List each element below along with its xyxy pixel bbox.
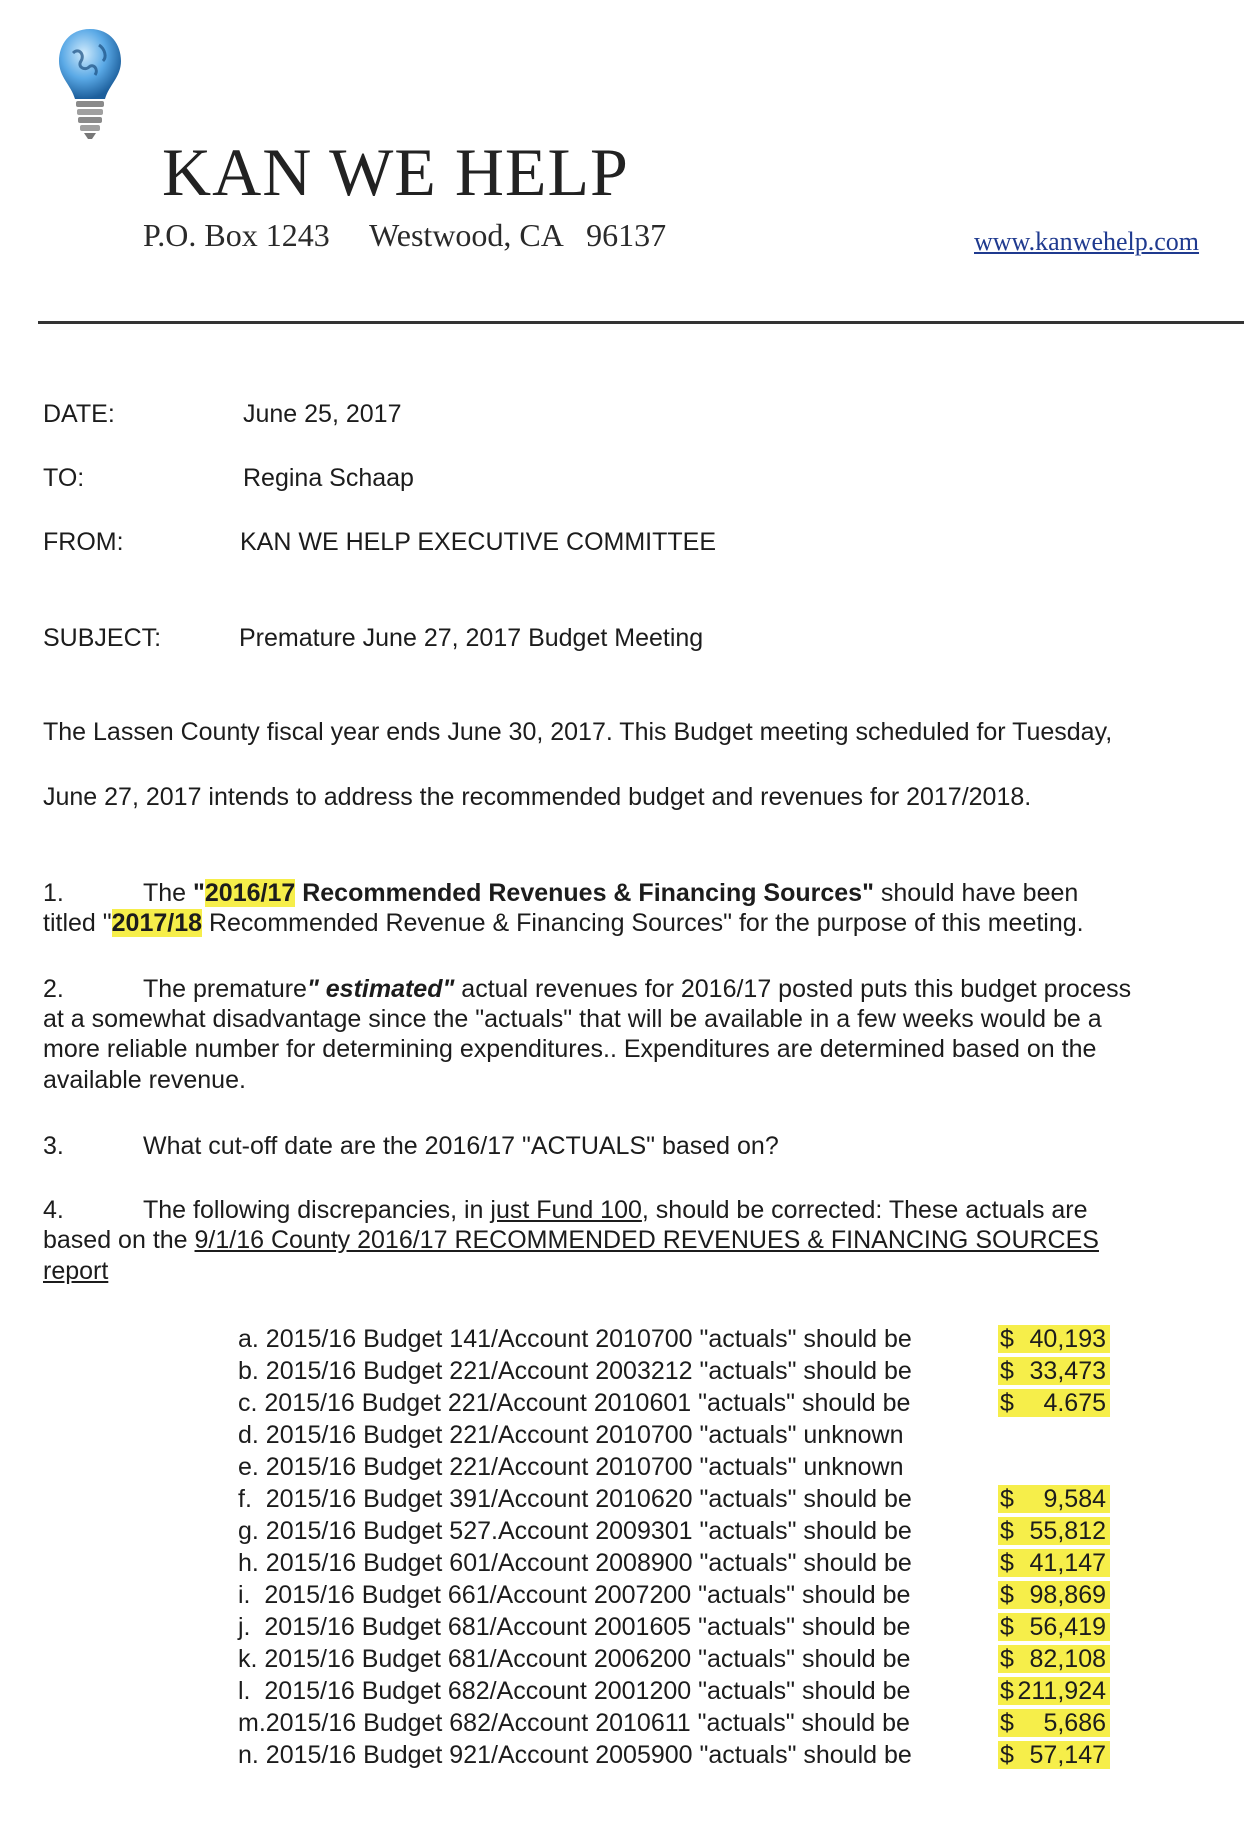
currency-symbol: $ [1000, 1581, 1014, 1609]
discrepancy-amount-highlight [998, 1741, 1110, 1769]
point-2-line-2: at a somewhat disadvantage since the "actuals" that will be available in a few weeks would be a [43, 1005, 1102, 1033]
discrepancy-item [238, 1323, 1138, 1355]
currency-symbol: $ [1000, 1389, 1014, 1417]
discrepancy-amount: 41,147 [1029, 1549, 1106, 1577]
point-4-line-2-pre: based on the [43, 1226, 195, 1254]
discrepancy-amount: 40,193 [1029, 1325, 1106, 1353]
point-4-pre: The following discrepancies, in [143, 1196, 491, 1224]
discrepancy-description: c. 2015/16 Budget 221/Account 2010601 "actuals" should be [238, 1389, 911, 1417]
point-2-number: 2. [43, 975, 64, 1003]
discrepancy-amount: 5,686 [1043, 1709, 1106, 1737]
to-label: TO: [43, 464, 85, 492]
discrepancy-amount-highlight [998, 1581, 1110, 1609]
discrepancy-amount: 56,419 [1029, 1613, 1106, 1641]
discrepancy-amount-highlight [998, 1485, 1110, 1513]
discrepancy-item [238, 1451, 1138, 1483]
point-3-text: What cut-off date are the 2016/17 "ACTUALS" based on? [143, 1132, 779, 1160]
point-1-mid: should have been [873, 879, 1079, 907]
header-divider [38, 321, 1244, 324]
point-4-line-1 [143, 1198, 1088, 1223]
discrepancy-item [238, 1611, 1138, 1643]
discrepancy-amount: 211,924 [1017, 1677, 1106, 1705]
point-2-estimated: " estimated" [306, 975, 455, 1003]
discrepancy-amount-highlight [998, 1677, 1110, 1705]
discrepancy-item [238, 1515, 1138, 1547]
discrepancy-item [238, 1387, 1138, 1419]
discrepancy-description: n. 2015/16 Budget 921/Account 2005900 "actuals" should be [238, 1741, 912, 1769]
discrepancy-description: b. 2015/16 Budget 221/Account 2003212 "actuals" should be [238, 1357, 912, 1385]
point-2-pre: The premature [143, 975, 307, 1003]
point-4-fund: just Fund 100 [490, 1196, 642, 1224]
subject-value: Premature June 27, 2017 Budget Meeting [239, 624, 704, 652]
point-4-report-title: 9/1/16 County 2016/17 RECOMMENDED REVENUES & FINANCING SOURCES [194, 1226, 1099, 1254]
intro-line-1: The Lassen County fiscal year ends June 30, 2017. This Budget meeting scheduled for Tuesday, [43, 718, 1113, 746]
discrepancy-item [238, 1643, 1138, 1675]
discrepancy-description: m.2015/16 Budget 682/Account 2010611 "actuals" should be [238, 1709, 910, 1737]
point-4-line-3: report [43, 1257, 109, 1285]
currency-symbol: $ [1000, 1741, 1014, 1769]
currency-symbol: $ [1000, 1517, 1014, 1545]
discrepancy-description: g. 2015/16 Budget 527.Account 2009301 "actuals" should be [238, 1517, 912, 1545]
discrepancy-item [238, 1739, 1138, 1771]
date-label: DATE: [43, 400, 115, 428]
discrepancy-item [238, 1675, 1138, 1707]
point-4-number: 4. [43, 1196, 64, 1224]
point-1-line-2 [43, 911, 1084, 936]
discrepancy-amount: 55,812 [1029, 1517, 1106, 1545]
discrepancy-amount: 98,869 [1029, 1581, 1106, 1609]
from-label: FROM: [43, 528, 124, 556]
discrepancy-description: f. 2015/16 Budget 391/Account 2010620 "actuals" should be [238, 1485, 912, 1513]
point-1-year-2-highlight: 2017/18 [111, 909, 203, 937]
point-1-line-2-post: Recommended Revenue & Financing Sources" for the purpose of this meeting. [202, 909, 1084, 937]
discrepancy-amount-highlight [998, 1645, 1110, 1673]
website-link[interactable]: www.kanwehelp.com [974, 227, 1200, 256]
discrepancy-description: l. 2015/16 Budget 682/Account 2001200 "actuals" should be [238, 1677, 911, 1705]
discrepancy-amount-highlight [998, 1549, 1110, 1577]
date-value: June 25, 2017 [243, 400, 402, 428]
intro-line-2: June 27, 2017 intends to address the recommended budget and revenues for 2017/2018. [43, 783, 1032, 811]
discrepancy-description: d. 2015/16 Budget 221/Account 2010700 "actuals" unknown [238, 1421, 904, 1449]
organization-address: P.O. Box 1243 Westwood, CA 96137 [143, 217, 667, 253]
globe-lightbulb-icon [55, 25, 125, 145]
point-1-title: Recommended Revenues & Financing Sources" [295, 879, 874, 907]
point-1-line-2-pre: titled " [43, 909, 112, 937]
point-2-post: actual revenues for 2016/17 posted puts this budget process [454, 975, 1132, 1003]
discrepancy-amount-highlight [998, 1613, 1110, 1641]
currency-symbol: $ [1000, 1677, 1014, 1705]
discrepancy-item [238, 1547, 1138, 1579]
point-1-pre: The [143, 879, 194, 907]
discrepancy-item [238, 1707, 1138, 1739]
point-3-number: 3. [43, 1132, 64, 1160]
discrepancy-amount: 9,584 [1043, 1485, 1106, 1513]
discrepancy-amount-highlight [998, 1389, 1110, 1417]
point-1-year-highlight: 2016/17 [204, 879, 296, 907]
currency-symbol: $ [1000, 1709, 1014, 1737]
point-1-quote: " [193, 879, 205, 907]
to-value: Regina Schaap [243, 464, 414, 492]
discrepancy-item [238, 1419, 1138, 1451]
discrepancy-amount: 4.675 [1043, 1389, 1106, 1417]
currency-symbol: $ [1000, 1549, 1014, 1577]
point-2-line-4: available revenue. [43, 1066, 246, 1094]
currency-symbol: $ [1000, 1357, 1014, 1385]
discrepancy-item [238, 1579, 1138, 1611]
point-1-line-1 [143, 881, 1078, 906]
discrepancy-amount: 57,147 [1029, 1741, 1106, 1769]
discrepancy-description: h. 2015/16 Budget 601/Account 2008900 "actuals" should be [238, 1549, 912, 1577]
discrepancy-description: i. 2015/16 Budget 661/Account 2007200 "actuals" should be [238, 1581, 911, 1609]
discrepancy-amount: 33,473 [1029, 1357, 1106, 1385]
currency-symbol: $ [1000, 1613, 1014, 1641]
discrepancy-description: a. 2015/16 Budget 141/Account 2010700 "actuals" should be [238, 1325, 912, 1353]
discrepancy-item [238, 1483, 1138, 1515]
point-2-line-3: more reliable number for determining expenditures.. Expenditures are determined based on the [43, 1035, 1097, 1063]
discrepancy-description: j. 2015/16 Budget 681/Account 2001605 "actuals" should be [238, 1613, 911, 1641]
discrepancy-description: k. 2015/16 Budget 681/Account 2006200 "actuals" should be [238, 1645, 911, 1673]
discrepancy-amount-highlight [998, 1709, 1110, 1737]
discrepancy-item [238, 1355, 1138, 1387]
discrepancy-list [238, 1323, 1138, 1771]
point-4-line-2 [43, 1228, 1099, 1253]
discrepancy-amount-highlight [998, 1517, 1110, 1545]
organization-name: KAN WE HELP [162, 134, 629, 210]
subject-label: SUBJECT: [43, 624, 162, 652]
point-4-post: , should be corrected: These actuals are [641, 1196, 1088, 1224]
discrepancy-amount-highlight [998, 1357, 1110, 1385]
point-2-line-1 [143, 977, 1131, 1002]
discrepancy-amount-highlight [998, 1325, 1110, 1353]
from-value: KAN WE HELP EXECUTIVE COMMITTEE [240, 528, 717, 556]
currency-symbol: $ [1000, 1645, 1014, 1673]
discrepancy-amount: 82,108 [1029, 1645, 1106, 1673]
currency-symbol: $ [1000, 1325, 1014, 1353]
point-1-number: 1. [43, 879, 64, 907]
discrepancy-description: e. 2015/16 Budget 221/Account 2010700 "actuals" unknown [238, 1453, 904, 1481]
currency-symbol: $ [1000, 1485, 1014, 1513]
